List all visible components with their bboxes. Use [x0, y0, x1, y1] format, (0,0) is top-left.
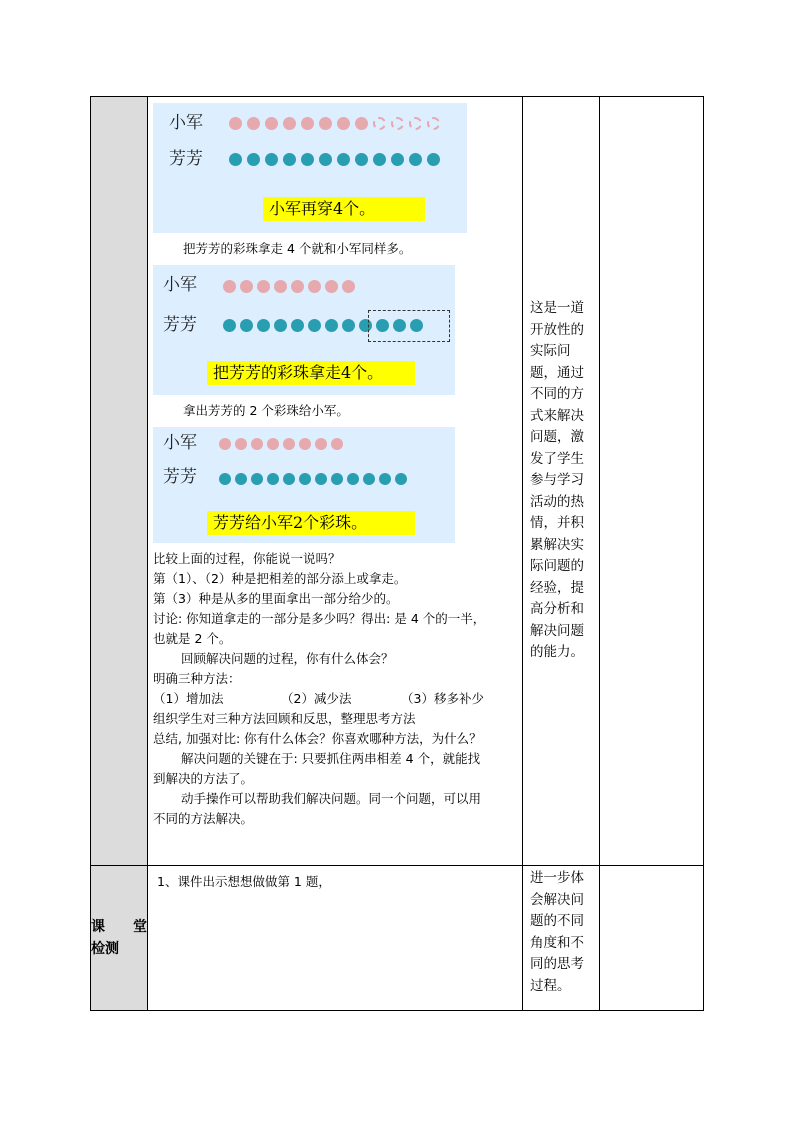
- bead: [337, 117, 350, 130]
- text-line: 解决问题的关键在于: 只要抓住两串相差 4 个，就能找: [181, 751, 481, 766]
- bead: [315, 473, 327, 485]
- bead: [325, 319, 338, 332]
- bead: [240, 280, 253, 293]
- xiaojun-beads: [229, 117, 440, 130]
- bead: [315, 438, 327, 450]
- text-line: 到解决的方法了。: [153, 771, 254, 786]
- bead: [409, 153, 422, 166]
- text-line: 第（3）种是从多的里面拿出一部分给少的。: [153, 591, 399, 606]
- bead: [267, 438, 279, 450]
- caption-1: 把芳芳的彩珠拿走 4 个就和小军同样多。: [183, 241, 412, 256]
- xiaojun-beads: [219, 438, 343, 450]
- removed-beads-box: [368, 310, 450, 342]
- methods-line: [153, 689, 518, 709]
- bead: [247, 153, 260, 166]
- bead: [319, 153, 332, 166]
- dashed-bead: [427, 117, 440, 130]
- section-label-bottom: 检测: [91, 941, 119, 957]
- dashed-bead: [409, 117, 422, 130]
- text-line: 组织学生对三种方法回顾和反思，整理思考方法: [153, 711, 416, 726]
- bead-scene-2: [153, 265, 455, 395]
- bead: [373, 153, 386, 166]
- text-line: 总结, 加强对比: 你有什么体会？你喜欢哪种方法，为什么？: [153, 731, 482, 746]
- lesson-table: [90, 96, 704, 1011]
- bead: [257, 280, 270, 293]
- empty-cell: [600, 866, 704, 1011]
- bead: [342, 280, 355, 293]
- bead: [325, 280, 338, 293]
- bead: [274, 319, 287, 332]
- dashed-bead: [373, 117, 386, 130]
- bead: [235, 473, 247, 485]
- bead: [267, 473, 279, 485]
- bead: [299, 473, 311, 485]
- table-row: [91, 97, 704, 866]
- banner: 把芳芳的彩珠拿走4个。: [207, 361, 415, 385]
- dashed-bead: [391, 117, 404, 130]
- bead: [257, 319, 270, 332]
- bead: [291, 319, 304, 332]
- name-xiaojun: 小军: [169, 113, 203, 133]
- label-char: 堂: [133, 919, 147, 935]
- section-label-top: [91, 916, 147, 938]
- bead: [229, 153, 242, 166]
- bead: [283, 153, 296, 166]
- bead: [223, 319, 236, 332]
- bead: [283, 438, 295, 450]
- bead: [229, 117, 242, 130]
- bead: [251, 473, 263, 485]
- exercise-text: 1、课件出示想想做做第 1 题，: [157, 874, 331, 889]
- bead: [251, 438, 263, 450]
- bead: [308, 319, 321, 332]
- bead: [301, 153, 314, 166]
- bead: [379, 473, 391, 485]
- design-note-cell: [523, 866, 600, 1011]
- bead: [219, 473, 231, 485]
- discussion-text: [153, 549, 518, 829]
- text-line: 第（1）、（2）种是把相差的部分添上或拿走。: [153, 571, 407, 586]
- name-xiaojun: 小军: [163, 433, 197, 453]
- bead: [363, 473, 375, 485]
- bead: [391, 153, 404, 166]
- xiaojun-beads: [223, 280, 355, 293]
- label-char: 课: [91, 919, 105, 935]
- bead: [274, 280, 287, 293]
- bead: [291, 280, 304, 293]
- bead: [331, 438, 343, 450]
- fangfang-beads: [219, 473, 407, 485]
- bead: [235, 438, 247, 450]
- bead: [337, 153, 350, 166]
- bead: [427, 153, 440, 166]
- bead: [308, 280, 321, 293]
- bead: [301, 117, 314, 130]
- text-line: 讨论: 你知道拿走的一部分是多少吗？得出: 是 4 个的一半，: [153, 611, 486, 626]
- content-cell: [148, 97, 523, 866]
- name-fangfang: 芳芳: [163, 467, 197, 487]
- design-note-cell: [523, 97, 600, 866]
- label-cell-empty: [91, 97, 148, 866]
- bead: [223, 280, 236, 293]
- text-line: 不同的方法解决。: [153, 811, 254, 826]
- fangfang-beads: [229, 153, 440, 166]
- bead: [240, 319, 253, 332]
- bead: [219, 438, 231, 450]
- bead: [283, 473, 295, 485]
- banner: 小军再穿4个。: [263, 197, 425, 221]
- caption-2: 拿出芳芳的 2 个彩珠给小军。: [183, 403, 349, 418]
- bead: [395, 473, 407, 485]
- text-line: 也就是 2 个。: [153, 631, 232, 646]
- bead: [319, 117, 332, 130]
- design-note: 进一步体会解决问题的不同角度和不同的思考过程。: [530, 870, 584, 994]
- bead: [355, 153, 368, 166]
- bead-scene-3: [153, 427, 455, 543]
- text-line: 比较上面的过程，你能说一说吗？: [153, 551, 341, 566]
- text-line: 明确三种方法：: [153, 671, 241, 686]
- table-row: [91, 866, 704, 1011]
- method-2: （2）减少法: [281, 691, 352, 706]
- bead: [347, 473, 359, 485]
- bead: [283, 117, 296, 130]
- bead: [247, 117, 260, 130]
- bead: [355, 117, 368, 130]
- bead-scene-1: [153, 103, 467, 233]
- content-cell: [148, 866, 523, 1011]
- bead: [265, 153, 278, 166]
- design-note: 这是一道开放性的实际问题，通过不同的方式来解决问题，激发了学生参与学习活动的热情，并积累解决实际问题的经验，提高分析和解决问题的能力。: [530, 300, 584, 661]
- bead: [331, 473, 343, 485]
- name-xiaojun: 小军: [163, 275, 197, 295]
- name-fangfang: 芳芳: [169, 149, 203, 169]
- name-fangfang: 芳芳: [163, 315, 197, 335]
- method-3: （3）移多补少: [401, 691, 484, 706]
- empty-cell: [600, 97, 704, 866]
- text-line: 回顾解决问题的过程，你有什么体会？: [181, 651, 394, 666]
- banner: 芳芳给小军2个彩珠。: [207, 511, 415, 535]
- text-line: 动手操作可以帮助我们解决问题。同一个问题，可以用: [181, 791, 482, 806]
- bead: [299, 438, 311, 450]
- method-1: （1）增加法: [153, 691, 224, 706]
- bead: [265, 117, 278, 130]
- section-label-cell: [91, 866, 148, 1011]
- bead: [342, 319, 355, 332]
